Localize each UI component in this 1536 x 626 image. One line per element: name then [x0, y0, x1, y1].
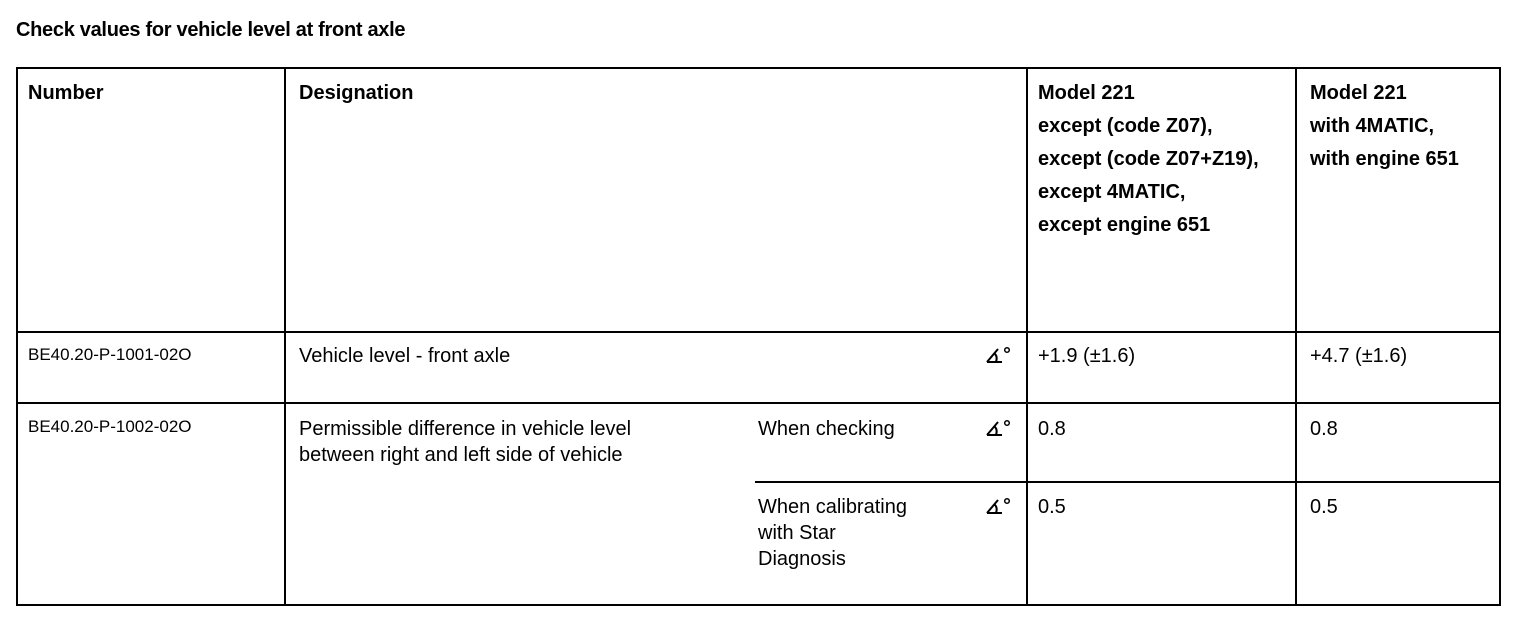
value-col2: +4.7 (±1.6) [1310, 345, 1408, 367]
condition-label [758, 416, 895, 442]
designation-line: Permissible difference in vehicle level [299, 418, 632, 440]
row-number: BE40.20-P-1002-02O [28, 417, 192, 436]
designation-line: between right and left side of vehicle [299, 444, 623, 466]
angle-degree-icon [984, 346, 1012, 366]
condition-line: Diagnosis [758, 548, 846, 570]
header-line: Model 221 [1038, 82, 1135, 104]
row-divider [16, 331, 1501, 333]
angle-degree-icon [984, 419, 1012, 439]
header-designation: Designation [299, 82, 414, 104]
column-divider [284, 67, 286, 606]
value-col2: 0.5 [1310, 496, 1338, 518]
subrow-divider [755, 481, 1501, 483]
header-line: except (code Z07), [1038, 115, 1213, 137]
header-line: with engine 651 [1310, 148, 1459, 170]
row-divider [16, 402, 1501, 404]
condition-line: with Star [758, 522, 836, 544]
header-model-col1 [1038, 77, 1259, 242]
column-divider [1026, 67, 1028, 606]
condition-line: When checking [758, 418, 895, 440]
header-line: with 4MATIC, [1310, 115, 1435, 137]
value-col1: +1.9 (±1.6) [1038, 345, 1136, 367]
page-title: Check values for vehicle level at front axle [16, 19, 406, 41]
header-line: except engine 651 [1038, 214, 1211, 236]
condition-label [758, 494, 907, 572]
value-col1: 0.8 [1038, 418, 1066, 440]
value-col1: 0.5 [1038, 496, 1066, 518]
column-divider [1295, 67, 1297, 606]
header-model-col2 [1310, 77, 1459, 176]
row-designation: Vehicle level - front axle [299, 345, 511, 367]
header-line: except (code Z07+Z19), [1038, 148, 1259, 170]
row-number: BE40.20-P-1001-02O [28, 345, 192, 364]
angle-degree-icon [984, 497, 1012, 517]
condition-line: When calibrating [758, 496, 907, 518]
header-line: except 4MATIC, [1038, 181, 1186, 203]
value-col2: 0.8 [1310, 418, 1338, 440]
header-number: Number [28, 82, 104, 104]
header-line: Model 221 [1310, 82, 1407, 104]
row-designation [299, 416, 631, 468]
